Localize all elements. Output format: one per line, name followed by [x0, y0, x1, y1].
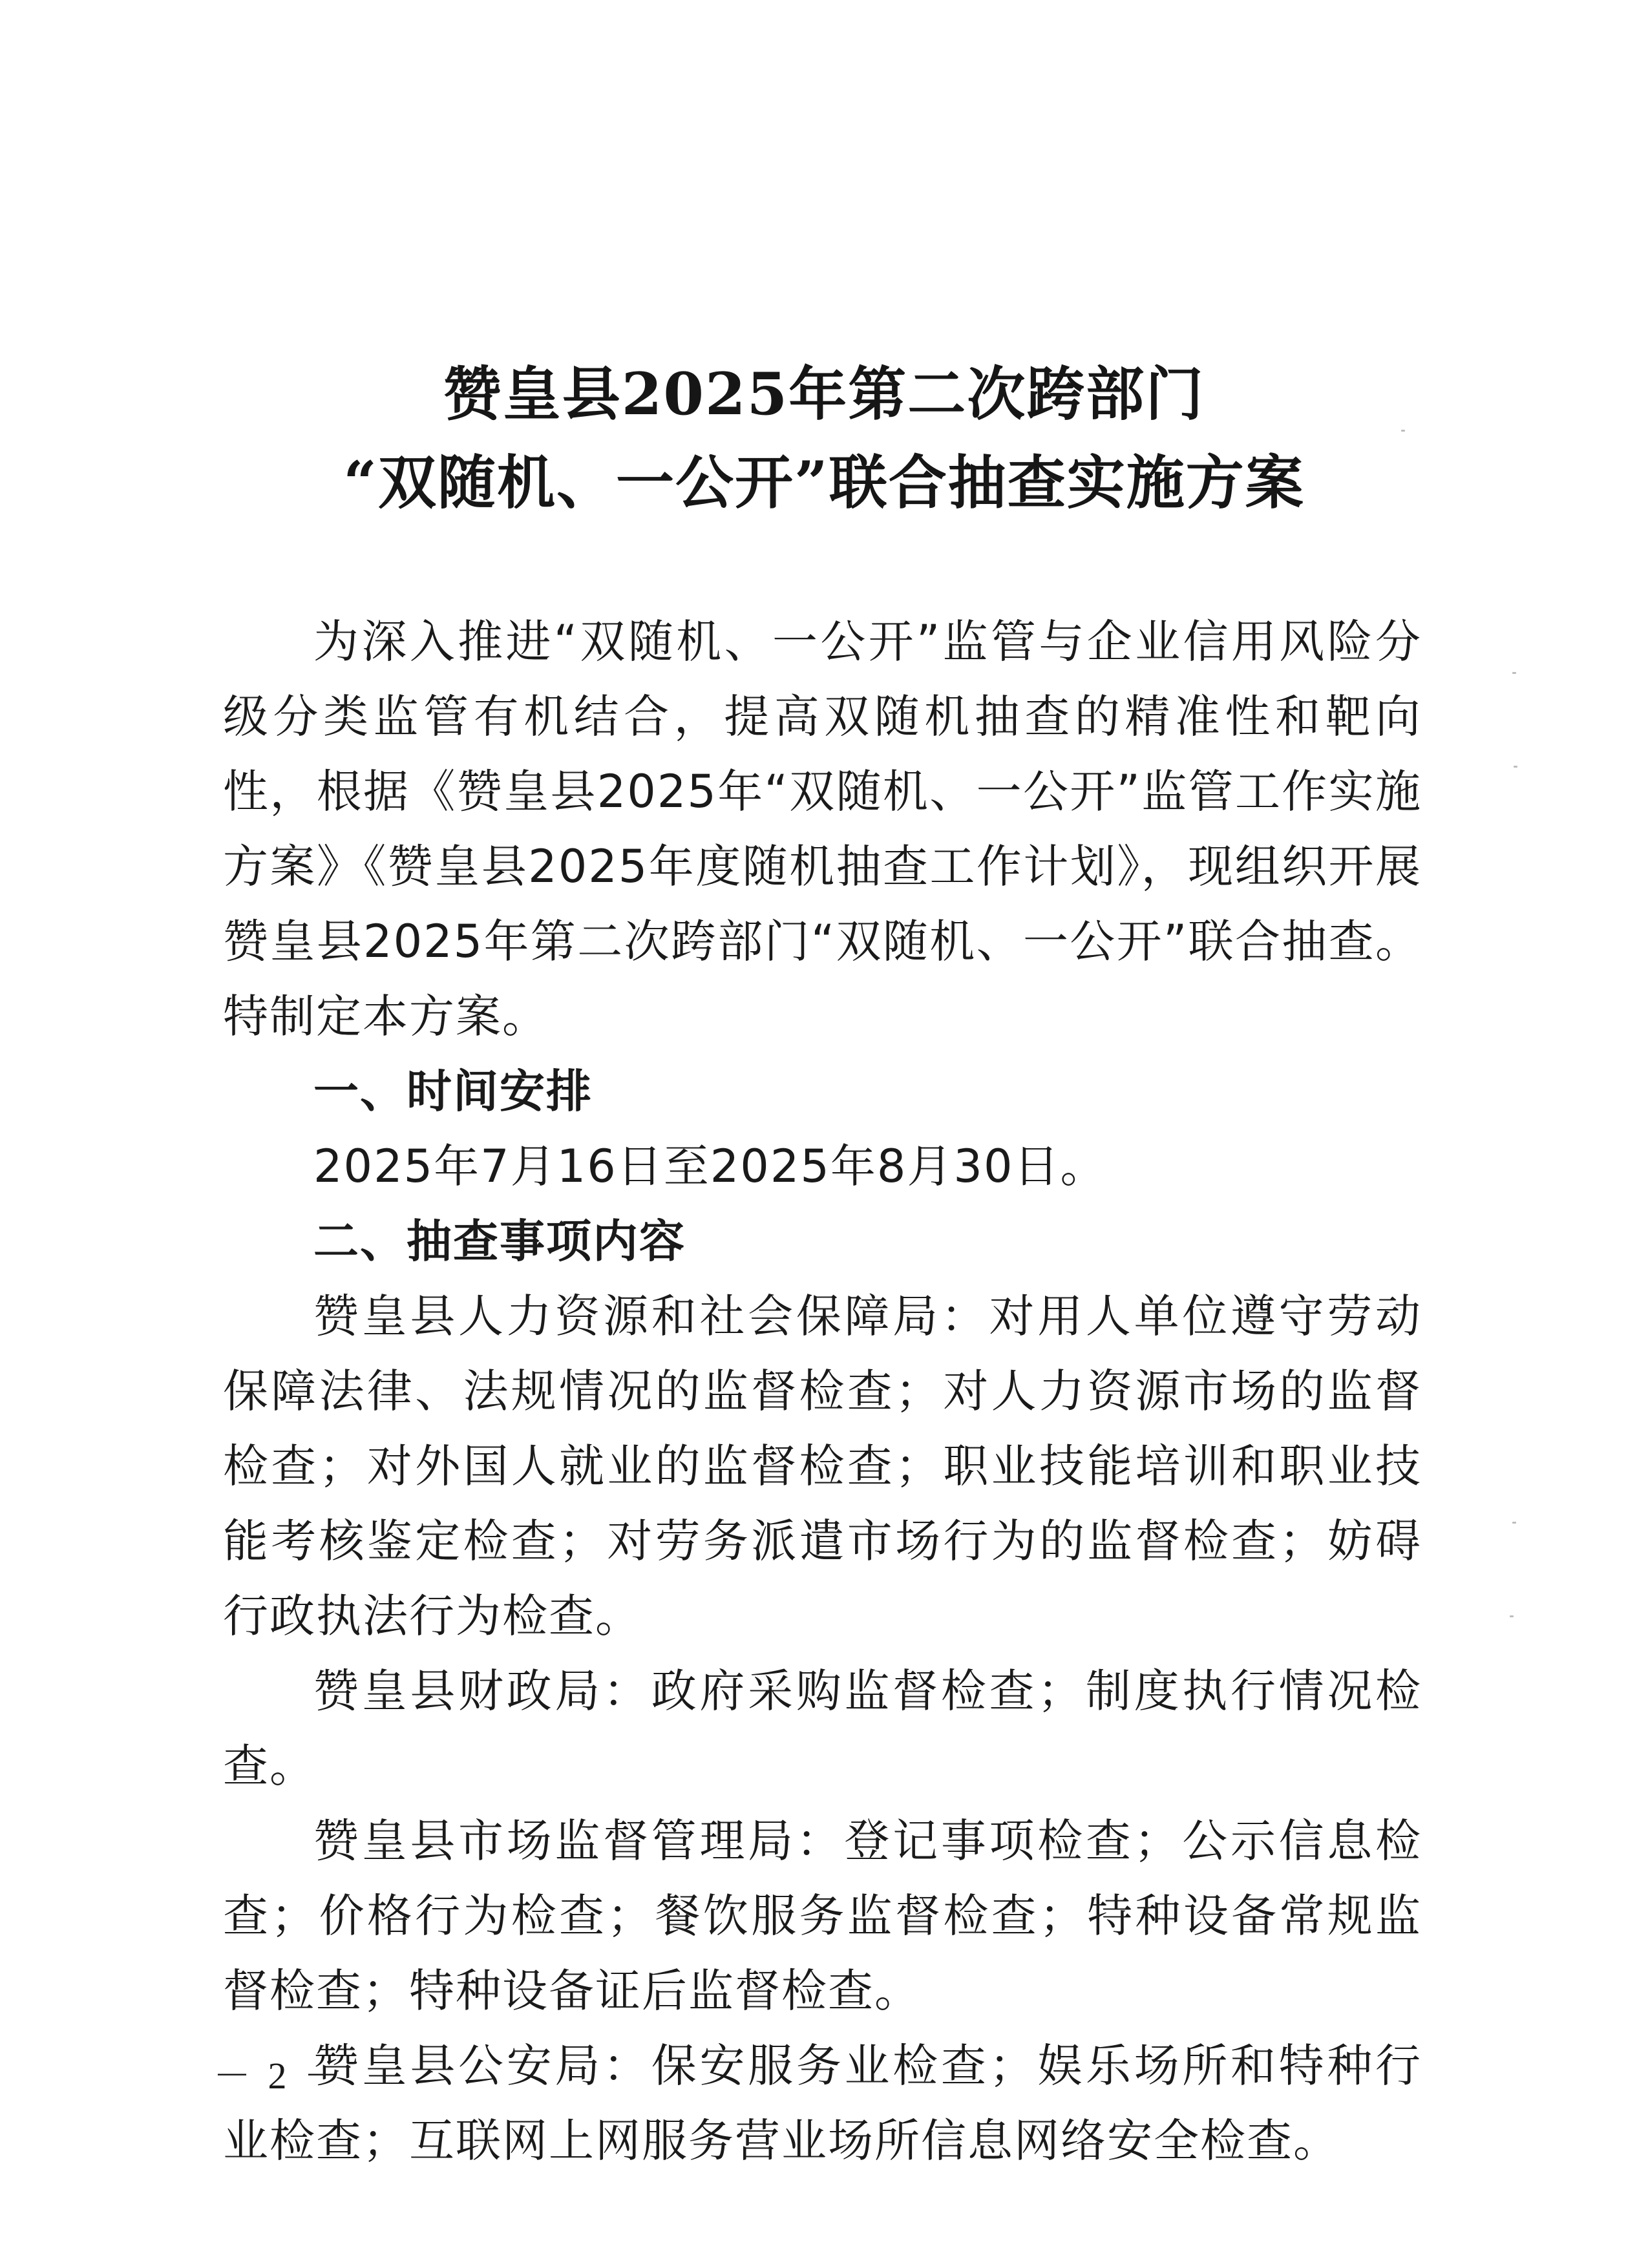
schedule-paragraph: 2025年7月16日至2025年8月30日。: [313, 1140, 1107, 1193]
section-heading-inspection-items: 二、抽查事项内容: [313, 1215, 686, 1268]
finance-bureau-paragraph: 赞皇县财政局：政府采购监督检查；制度执行情况检查。: [223, 1664, 1422, 1792]
market-regulation-paragraph: 赞皇县市场监督管理局：登记事项检查；公示信息检查；价格行为检查；餐饮服务监督检查；特种设备常规监督检查；特种设备证后监督检查。: [223, 1814, 1422, 2017]
section-heading-schedule: 一、时间安排: [313, 1065, 593, 1118]
scan-speck: [1512, 1522, 1516, 1524]
scan-speck: [1512, 672, 1516, 674]
document-title-line-1: 赞皇县2025年第二次跨部门: [443, 360, 1205, 428]
document-body: [223, 604, 1422, 2178]
document-title-line-2: “双随机、一公开”联合抽查实施方案: [343, 448, 1305, 517]
intro-paragraph: 为深入推进“双随机、一公开”监管与企业信用风险分级分类监管有机结合，提高双随机抽查的精准性和靶向性，根据《赞皇县2025年“双随机、一公开”监管工作实施方案》《赞皇县2025年度随机抽查工作计划》，现组织开展赞皇县2025年第二次跨部门“双随机、一公开”联合抽查。特制定本方案。: [223, 615, 1422, 1043]
scan-speck: [1510, 1615, 1514, 1617]
hr-bureau-paragraph: 赞皇县人力资源和社会保障局：对用人单位遵守劳动保障法律、法规情况的监督检查；对人力资源市场的监督检查；对外国人就业的监督检查；职业技能培训和职业技能考核鉴定检查；对劳务派遣市场行为的监督检查；妨碍行政执法行为检查。: [223, 1290, 1422, 1643]
scan-speck: [1401, 430, 1405, 432]
page-number: － 2 －: [213, 2055, 346, 2097]
scan-speck: [1514, 766, 1517, 768]
public-security-paragraph: 赞皇县公安局：保安服务业检查；娱乐场所和特种行业检查；互联网上网服务营业场所信息网络安全检查。: [223, 2039, 1422, 2167]
